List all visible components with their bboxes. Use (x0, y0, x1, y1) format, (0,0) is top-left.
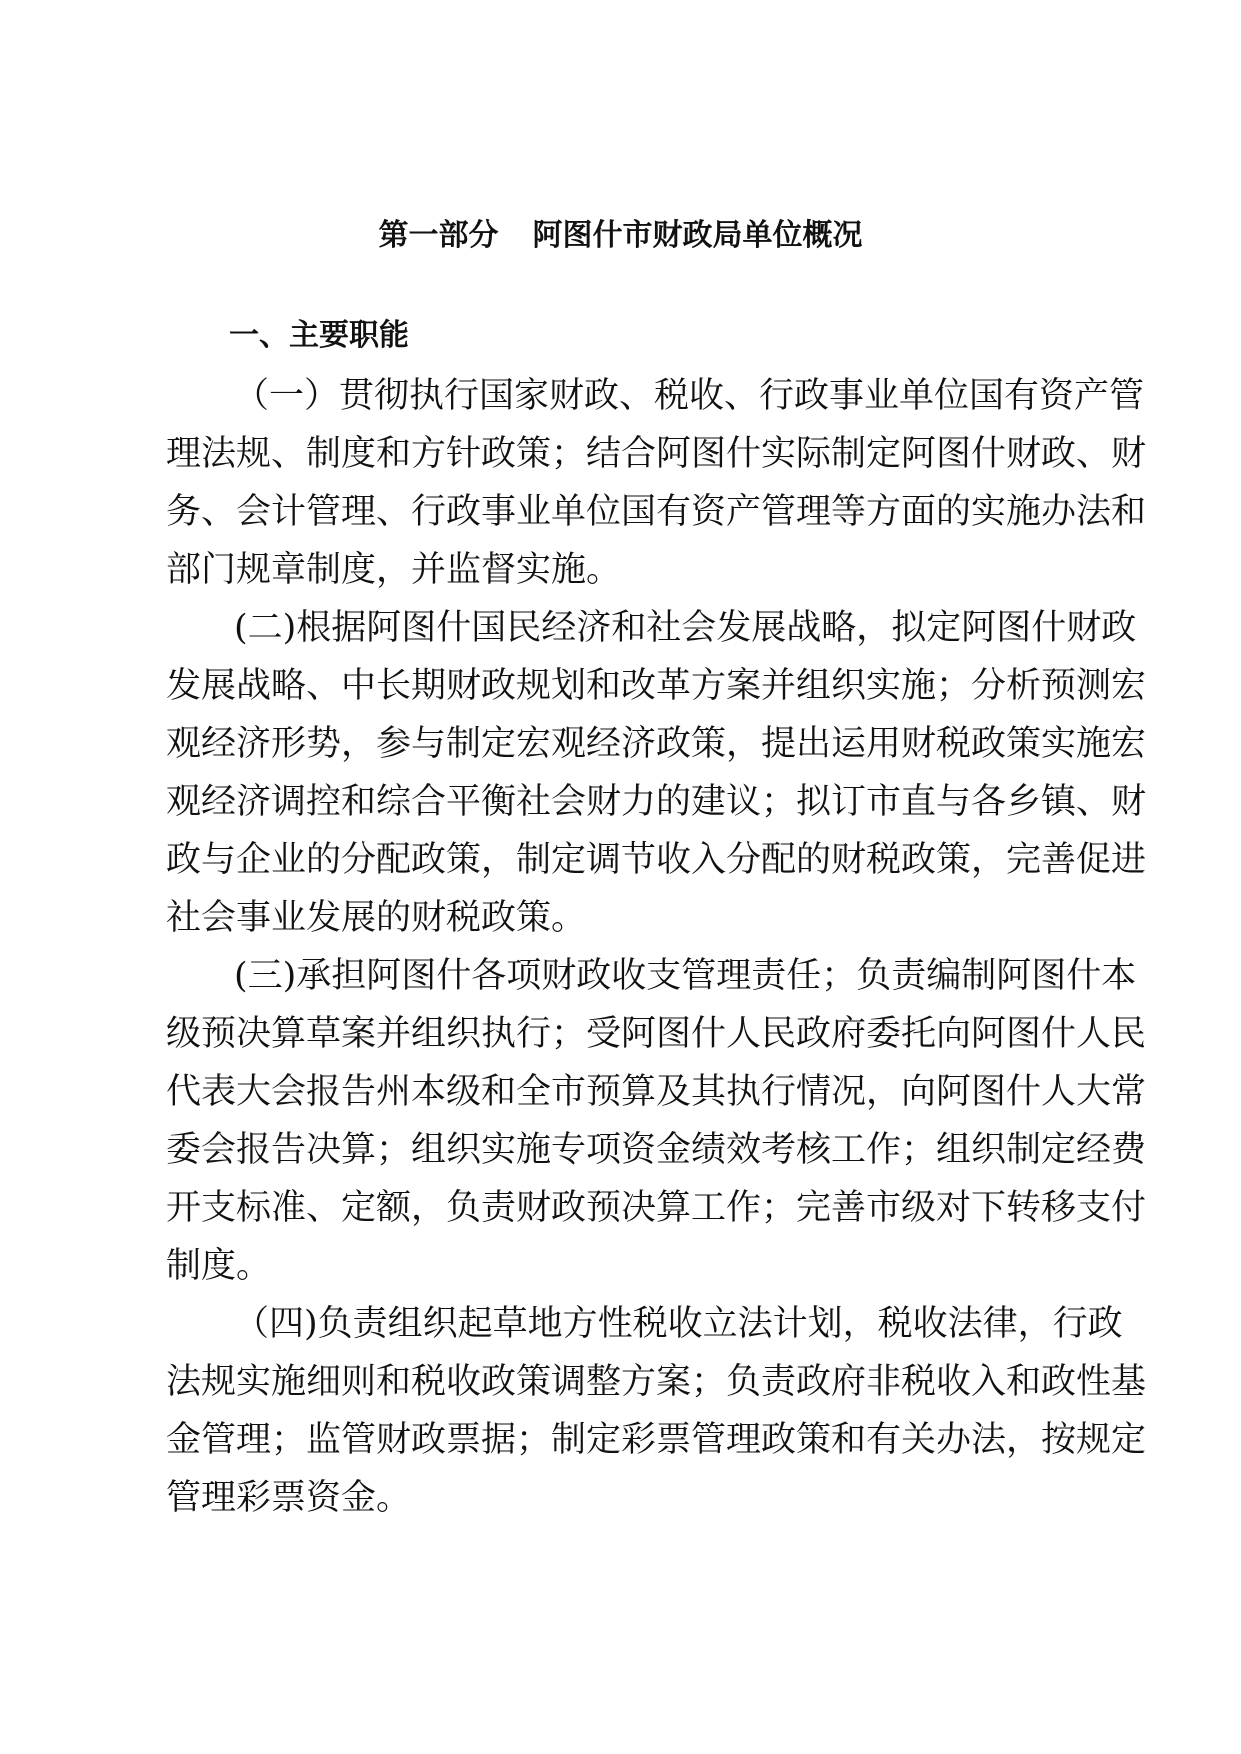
paragraph-line: 金管理；监管财政票据；制定彩票管理政策和有关办法，按规定 (166, 1420, 1147, 1460)
paragraph-line: 社会事业发展的财税政策。 (166, 898, 587, 938)
paragraph-line: 发展战略、中长期财政规划和改革方案并组织实施；分析预测宏 (166, 666, 1147, 706)
paragraph-line: （四)负责组织起草地方性税收立法计划，税收法律，行政 (234, 1304, 1123, 1344)
paragraph (166, 367, 1147, 599)
paragraph-line: （一）贯彻执行国家财政、税收、行政事业单位国有资产管 (234, 376, 1145, 416)
paragraph-line: 政与企业的分配政策，制定调节收入分配的财税政策，完善促进 (166, 840, 1147, 880)
paragraph (166, 1295, 1147, 1527)
paragraph-line: 代表大会报告州本级和全市预算及其执行情况，向阿图什人大常 (166, 1072, 1147, 1112)
paragraph-line: 制度。 (166, 1246, 272, 1286)
paragraph-line: 开支标准、定额，负责财政预决算工作；完善市级对下转移支付 (166, 1188, 1147, 1228)
paragraph (166, 599, 1147, 947)
paragraph-line: 务、会计管理、行政事业单位国有资产管理等方面的实施办法和 (166, 492, 1147, 532)
title-part: 第一部分 (378, 218, 499, 253)
page-title (0, 214, 1241, 258)
paragraph-line: 管理彩票资金。 (166, 1478, 412, 1518)
paragraph-line: 部门规章制度，并监督实施。 (166, 550, 622, 590)
paragraph-line: 级预决算草案并组织执行；受阿图什人民政府委托向阿图什人民 (166, 1014, 1147, 1054)
paragraph-line: 观经济形势，参与制定宏观经济政策，提出运用财税政策实施宏 (166, 724, 1147, 764)
paragraph-line: (三)承担阿图什各项财政收支管理责任；负责编制阿图什本 (234, 956, 1137, 996)
paragraph (166, 947, 1147, 1295)
paragraph-line: 法规实施细则和税收政策调整方案；负责政府非税收入和政性基 (166, 1362, 1147, 1402)
paragraph-line: (二)根据阿图什国民经济和社会发展战略，拟定阿图什财政 (234, 608, 1137, 648)
section-heading: 一、主要职能 (229, 318, 409, 353)
paragraph-line: 委会报告决算；组织实施专项资金绩效考核工作；组织制定经费 (166, 1130, 1147, 1170)
document-body (166, 367, 1147, 1527)
title-name: 阿图什市财政局单位概况 (532, 218, 863, 253)
paragraph-line: 观经济调控和综合平衡社会财力的建议；拟订市直与各乡镇、财 (166, 782, 1147, 822)
paragraph-line: 理法规、制度和方针政策；结合阿图什实际制定阿图什财政、财 (166, 434, 1147, 474)
